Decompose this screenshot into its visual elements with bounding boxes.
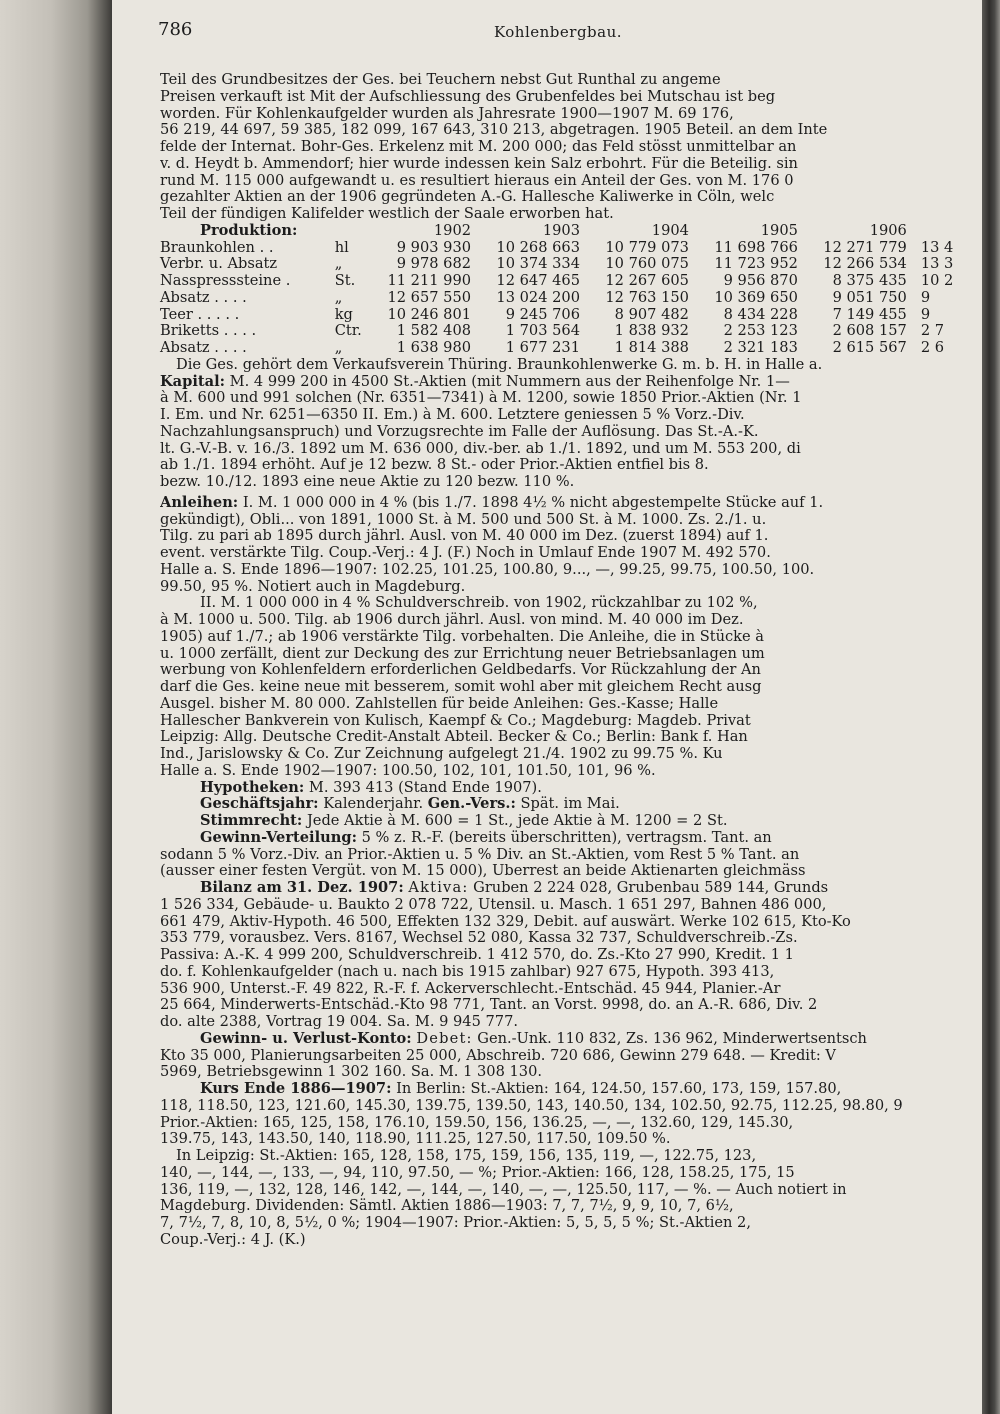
page-body [160, 72, 960, 1249]
text-line: I. Em. und Nr. 6251—6350 II. Em.) à M. 600. Letztere geniessen 5 % Vorz.-Div. [160, 407, 745, 423]
text-line: (ausser einer festen Vergüt. von M. 15 000), Überrest an beide Aktienarten gleichmäss [160, 863, 806, 880]
stimmrecht-label: Stimmrecht: [200, 813, 303, 829]
text-line: I. M. 1 000 000 in 4 % (bis 1./7. 1898 4½ % nicht abgestempelte Stücke auf 1. [242, 494, 824, 511]
verkaufsverein-line: Die Ges. gehört dem Verkaufsverein Thüring. Braunkohlenwerke G. m. b. H. in Halle a. [176, 356, 823, 373]
text-line: bezw. 10./12. 1893 eine neue Aktie zu 120 bezw. 110 %. [160, 474, 575, 490]
bilanz-section [160, 880, 960, 1031]
production-row [160, 256, 960, 273]
row-value: 12 657 550 [387, 288, 472, 306]
text-line: 140, —, 144, —, 133, —, 94, 110, 97.50, — %; Prior.-Aktien: 166, 128, 158.25, 175, 15 [160, 1164, 795, 1181]
row-value: 1 638 980 [396, 339, 472, 356]
intro-paragraph [160, 72, 960, 223]
text-line: 5969, Betriebsgewinn 1 302 160. Sa. M. 1 308 130. [160, 1064, 542, 1081]
row-value: 10 374 334 [496, 255, 580, 273]
row-value: 12 763 150 [605, 288, 689, 306]
page-number: 786 [158, 19, 193, 40]
row-value: 2 608 157 [832, 322, 907, 340]
row-value: 8 434 228 [723, 305, 798, 323]
year-header: 1903 [542, 221, 580, 239]
text-line: felde der Internat. Bohr-Ges. Erkelenz mit M. 200 000; das Feld stösst unmittelbar an [160, 139, 797, 155]
text-line: gezahlter Aktien an der 1906 gegründeten A.-G. Hallesche Kaliwerke in Cöln, welc [160, 189, 775, 206]
row-label: Briketts . . . . [160, 322, 257, 340]
text-line: Magdeburg. Dividenden: Sämtl. Aktien 1886—1903: 7, 7, 7½, 9, 9, 10, 7, 6½, [160, 1198, 734, 1215]
text-line: 7, 7½, 7, 8, 10, 8, 5½, 0 %; 1904—1907: Prior.-Aktien: 5, 5, 5, 5 %; St.-Aktien 2, [160, 1215, 751, 1231]
row-value-truncated: 9 [920, 305, 931, 323]
gewinn-verlust-section [160, 1031, 960, 1081]
text-line: event. verstärkte Tilg. Coup.-Verj.: 4 J. (F.) Noch in Umlauf Ende 1907 M. 492 570. [160, 545, 771, 561]
production-header-row [160, 223, 960, 240]
text-line: In Leipzig: St.-Aktien: 165, 128, 158, 175, 159, 156, 135, 119, —, 122.75, 123, [176, 1148, 757, 1164]
gewinn-verteilung-label: Gewinn-Verteilung: [200, 829, 357, 846]
hypotheken-line [160, 780, 960, 797]
production-row [160, 273, 960, 290]
production-row [160, 323, 960, 340]
text-line: 353 779, vorausbez. Vers. 8167, Wechsel 52 080, Kassa 32 737, Schuldverschreib.-Zs. [160, 930, 798, 947]
row-label: Nasspresssteine . [160, 272, 291, 289]
row-label: Teer . . . . . [160, 305, 240, 323]
text-line: Teil der fündigen Kalifelder westlich der Saale erworben hat. [160, 206, 614, 222]
text-line: 1 526 334, Gebäude- u. Baukto 2 078 722, Utensil. u. Masch. 1 651 297, Bahnen 486 000, [160, 896, 827, 913]
text-line: 99.50, 95 %. Notiert auch in Magdeburg. [160, 578, 466, 595]
text-line: à M. 600 und 991 solchen (Nr. 6351—7341) à M. 1200, sowie 1850 Prior.-Aktien (Nr. 1 [160, 390, 802, 407]
row-value: 2 253 123 [723, 322, 798, 340]
text-line: darf die Ges. keine neue mit besserem, somit wohl aber mit gleichem Recht ausg [160, 679, 762, 695]
row-value: 1 814 388 [614, 339, 689, 356]
gen-vers-value: Spät. im Mai. [520, 796, 620, 813]
row-label: Verbr. u. Absatz [160, 255, 278, 273]
production-table [160, 223, 960, 357]
row-label: Absatz . . . . [160, 288, 247, 306]
geschaeftsjahr-label: Geschäftsjahr: [200, 796, 319, 813]
row-value: 11 698 766 [714, 238, 798, 256]
text-line: Ind., Jarislowsky & Co. Zur Zeichnung aufgelegt 21./4. 1902 zu 99.75 %. Ku [160, 746, 723, 762]
row-value: 10 760 075 [605, 255, 689, 273]
gewinn-verteilung-section [160, 830, 960, 880]
row-unit: „ [334, 255, 343, 273]
kapital-section [160, 374, 960, 491]
row-value: 9 956 870 [723, 272, 798, 289]
text-line: worden. Für Kohlenkaufgelder wurden als Jahresrate 1900—1907 M. 69 176, [160, 105, 734, 122]
text-line: do. f. Kohlenkaufgelder (nach u. nach bis 1915 zahlbar) 927 675, Hypoth. 393 413, [160, 963, 775, 980]
text-line: Prior.-Aktien: 165, 125, 158, 176.10, 159.50, 156, 136.25, —, —, 132.60, 129, 145.30, [160, 1114, 794, 1131]
row-unit: St. [334, 272, 356, 289]
row-value-truncated: 2 6 [920, 339, 945, 356]
hypotheken-label: Hypotheken: [200, 779, 305, 796]
text-line: Passiva: A.-K. 4 999 200, Schuldverschreib. 1 412 570, do. Zs.-Kto 27 990, Kredit. 1 1 [160, 947, 794, 963]
row-value: 12 271 779 [823, 238, 907, 256]
text-line: à M. 1000 u. 500. Tilg. ab 1906 durch jährl. Ausl. von mind. M. 40 000 im Dez. [160, 612, 744, 628]
row-value: 1 677 231 [505, 339, 580, 356]
year-header: 1904 [651, 221, 689, 239]
document-page [150, 0, 965, 1414]
year-header: 1905 [760, 221, 798, 239]
row-value: 12 267 605 [605, 272, 689, 289]
text-line: 536 900, Unterst.-F. 49 822, R.-F. f. Ackerverschlecht.-Entschäd. 45 944, Planier.-Ar [160, 980, 781, 997]
text-line: 136, 119, —, 132, 128, 146, 142, —, 144, —, 140, —, —, 125.50, 117, — %. — Auch notiert in [160, 1181, 847, 1198]
text-line: Halle a. S. Ende 1902—1907: 100.50, 102, 101, 101.50, 101, 96 %. [160, 762, 656, 779]
production-heading: Produktion: [200, 221, 298, 239]
row-unit: hl [334, 238, 349, 256]
stimmrecht-line [160, 813, 960, 830]
geschaeftsjahr-value: Kalenderjahr. [323, 796, 424, 813]
text-line: II. M. 1 000 000 in 4 % Schuldverschreib. von 1902, rückzahlbar zu 102 %, [200, 595, 758, 612]
text-line: ab 1./1. 1894 erhöht. Auf je 12 bezw. 8 St.- oder Prior.-Aktien entfiel bis 8. [160, 457, 709, 474]
row-value: 2 615 567 [832, 339, 907, 356]
geschaeftsjahr-line [160, 796, 960, 813]
debet-label: Debet: [416, 1030, 473, 1047]
row-unit: kg [334, 305, 353, 323]
text-line: In Berlin: St.-Aktien: 164, 124.50, 157.60, 173, 159, 157.80, [396, 1081, 842, 1097]
text-line: 118, 118.50, 123, 121.60, 145.30, 139.75, 139.50, 143, 140.50, 134, 102.50, 92.75, 112.25, 98.80, 9 [160, 1097, 903, 1114]
text-line: u. 1000 zerfällt, dient zur Deckung des zur Errichtung neuer Betriebsanlagen um [160, 645, 765, 662]
text-line: Nachzahlungsanspruch) und Vorzugsrechte im Falle der Auflösung. Das St.-A.-K. [160, 423, 759, 440]
page-header [158, 19, 958, 44]
row-unit: „ [334, 288, 343, 306]
text-line: sodann 5 % Vorz.-Div. an Prior.-Aktien u. 5 % Div. an St.-Aktien, vom Rest 5 % Tant. an [160, 846, 800, 863]
row-value-truncated: 13 3 [920, 255, 954, 273]
production-row [160, 307, 960, 324]
row-value: 10 369 650 [714, 288, 798, 306]
text-line: Gen.-Unk. 110 832, Zs. 136 962, Minderwertsentsch [477, 1030, 867, 1047]
running-title: Kohlenbergbau. [493, 23, 623, 41]
text-line: 139.75, 143, 143.50, 140, 118.90, 111.25, 127.50, 117.50, 109.50 %. [160, 1131, 671, 1148]
kapital-label: Kapital: [160, 373, 226, 390]
row-value: 7 149 455 [832, 305, 907, 323]
text-line: Leipzig: Allg. Deutsche Credit-Anstalt Abteil. Becker & Co.; Berlin: Bank f. Han [160, 729, 748, 746]
row-value: 9 245 706 [505, 305, 580, 323]
year-header: 1906 [869, 221, 907, 239]
row-value: 10 779 073 [605, 238, 689, 256]
kurs-label: Kurs Ende 1886—1907: [200, 1081, 392, 1097]
row-value: 9 903 930 [396, 238, 472, 256]
text-line: rund M. 115 000 aufgewandt u. es resultiert hieraus ein Anteil der Ges. von M. 176 0 [160, 172, 794, 189]
row-value-truncated: 13 4 [920, 238, 954, 256]
text-line: Ausgel. bisher M. 80 000. Zahlstellen für beide Anleihen: Ges.-Kasse; Halle [160, 695, 719, 712]
text-line: v. d. Heydt b. Ammendorf; hier wurde indessen kein Salz erbohrt. Für die Beteilig. sin [160, 155, 798, 172]
text-line: M. 4 999 200 in 4500 St.-Aktien (mit Nummern aus der Reihenfolge Nr. 1— [229, 373, 790, 390]
row-value: 8 375 435 [832, 272, 907, 289]
kurs-section [160, 1081, 960, 1249]
gen-vers-label: Gen.-Vers.: [427, 796, 516, 813]
row-value: 1 838 932 [614, 322, 689, 340]
row-value: 11 211 990 [387, 272, 472, 289]
text-line: Tilg. zu pari ab 1895 durch jährl. Ausl. von M. 40 000 im Dez. (zuerst 1894) auf 1. [160, 528, 769, 545]
text-line: 661 479, Aktiv-Hypoth. 46 500, Effekten 132 329, Debit. auf auswärt. Werke 102 615, Kto-Ko [160, 913, 851, 930]
row-value: 10 246 801 [387, 305, 472, 323]
text-line: 56 219, 44 697, 59 385, 182 099, 167 643, 310 213, abgetragen. 1905 Beteil. an dem Inte [160, 122, 828, 139]
page-edge [982, 0, 1000, 1414]
text-line: Coup.-Verj.: 4 J. (K.) [160, 1231, 306, 1248]
row-value-truncated: 10 2 [920, 272, 954, 289]
text-line: lt. G.-V.-B. v. 16./3. 1892 um M. 636 000, div.-ber. ab 1./1. 1892, und um M. 553 200, di [160, 440, 801, 457]
production-row [160, 340, 960, 357]
row-value: 11 723 952 [714, 255, 798, 273]
row-value: 1 582 408 [396, 322, 472, 340]
row-unit: „ [334, 339, 343, 356]
row-value: 8 907 482 [614, 305, 689, 323]
text-line: 25 664, Minderwerts-Entschäd.-Kto 98 771, Tant. an Vorst. 9998, do. an A.-R. 686, Div. 2 [160, 997, 818, 1014]
row-value-truncated: 2 7 [920, 322, 945, 340]
book-binding-shadow [0, 0, 112, 1414]
text-line: werbung von Kohlenfeldern erforderlichen Geldbedarfs. Vor Rückzahlung der An [160, 662, 761, 679]
row-label: Braunkohlen . . [160, 238, 274, 256]
text-line: do. alte 2388, Vortrag 19 004. Sa. M. 9 945 777. [160, 1014, 519, 1030]
text-line: Gruben 2 224 028, Grubenbau 589 144, Grunds [473, 880, 829, 896]
row-value: 10 268 663 [496, 238, 580, 256]
bilanz-label: Bilanz am 31. Dez. 1907: [200, 880, 404, 896]
text-line: Hallescher Bankverein von Kulisch, Kaempf & Co.; Magdeburg: Magdeb. Privat [160, 712, 751, 729]
row-value: 9 978 682 [396, 255, 472, 273]
stimmrecht-value: Jede Aktie à M. 600 = 1 St., jede Aktie à M. 1200 = 2 St. [306, 813, 728, 829]
row-label: Absatz . . . . [160, 339, 247, 356]
row-value: 9 051 750 [832, 288, 907, 306]
row-value: 2 321 183 [723, 339, 798, 356]
gewinn-verlust-label: Gewinn- u. Verlust-Konto: [200, 1030, 412, 1047]
text-line: Halle a. S. Ende 1896—1907: 102.25, 101.25, 100.80, 9..., —, 99.25, 99.75, 100.50, 100. [160, 561, 815, 578]
aktiva-label: Aktiva: [408, 880, 469, 896]
row-value-truncated: 9 [920, 288, 931, 306]
production-row [160, 290, 960, 307]
text-line: Teil des Grundbesitzes der Ges. bei Teuchern nebst Gut Runthal zu angeme [160, 72, 721, 88]
year-header: 1902 [433, 221, 472, 239]
row-value: 12 266 534 [823, 255, 907, 273]
row-unit: Ctr. [334, 322, 362, 340]
text-line: 5 % z. R.-F. (bereits überschritten), vertragsm. Tant. an [361, 829, 772, 846]
anleihen-label: Anleihen: [160, 494, 239, 511]
row-value: 13 024 200 [496, 288, 580, 306]
row-value: 1 703 564 [505, 322, 580, 340]
anleihen-section [160, 495, 960, 780]
text-line: gekündigt), Obli... von 1891, 1000 St. à M. 500 und 500 St. à M. 1000. Zs. 2./1. u. [160, 511, 767, 528]
hypotheken-value: M. 393 413 (Stand Ende 1907). [308, 779, 542, 796]
text-line: Preisen verkauft ist Mit der Aufschliessung des Grubenfeldes bei Mutschau ist beg [160, 88, 776, 105]
row-value: 12 647 465 [496, 272, 580, 289]
text-line: 1905) auf 1./7.; ab 1906 verstärkte Tilg. vorbehalten. Die Anleihe, die in Stücke à [160, 628, 764, 645]
text-line: Kto 35 000, Planierungsarbeiten 25 000, Abschreib. 720 686, Gewinn 279 648. — Kredit: V [160, 1047, 836, 1064]
production-row [160, 240, 960, 257]
